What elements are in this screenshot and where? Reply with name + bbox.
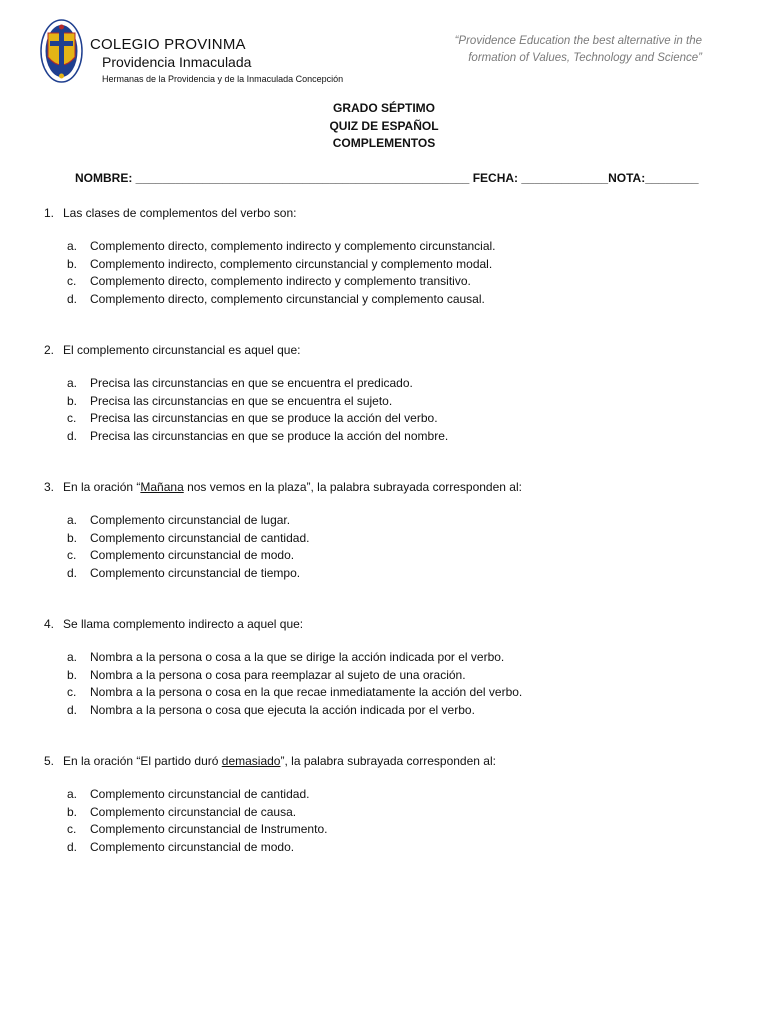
answer-option (67, 410, 448, 428)
option-text: Complemento circunstancial de Instrumento. (90, 822, 328, 836)
option-text: Precisa las circunstancias en que se produce la acción del nombre. (90, 428, 449, 443)
option-text: Precisa las circunstancias en que se encuentra el predicado. (90, 376, 413, 390)
quiz-title: QUIZ DE ESPAÑOL (329, 118, 439, 133)
option-text: Nombra a la persona o cosa en la que recae inmediatamente la acción del verbo. (90, 685, 523, 699)
option-letter: b. (67, 804, 78, 819)
quiz-titles (0, 100, 768, 153)
option-text: Complemento circunstancial de cantidad. (90, 787, 310, 801)
question-3 (44, 479, 522, 582)
option-text: Complemento circunstancial de modo. (90, 548, 295, 562)
answer-options (44, 238, 496, 308)
option-text: Precisa las circunstancias en que se produce la acción del verbo. (90, 411, 438, 425)
answer-options (44, 375, 448, 445)
option-text: Complemento directo, complemento indirecto y complemento transitivo. (90, 274, 471, 288)
option-letter: c. (67, 685, 77, 699)
question-stem (44, 479, 522, 496)
question-stem (44, 753, 496, 770)
option-letter: b. (67, 530, 78, 545)
option-text: Complemento circunstancial de tiempo. (90, 565, 301, 580)
motto-line-1: “Providence Education the best alternative in the (454, 35, 702, 47)
answer-option (67, 238, 496, 256)
answer-option (67, 839, 496, 857)
answer-options (44, 649, 522, 719)
option-letter: c. (67, 822, 77, 836)
option-letter: b. (67, 256, 78, 271)
answer-option (67, 702, 522, 720)
question-text-after: nos vemos en la plaza”, la palabra subrayada corresponden al: (183, 480, 522, 494)
option-text: Complemento circunstancial de cantidad. (90, 530, 310, 545)
question-1 (44, 205, 496, 308)
question-text: Se llama complemento indirecto a aquel que: (63, 617, 304, 631)
answer-option (67, 565, 522, 583)
answer-option (67, 786, 496, 804)
option-letter: a. (67, 787, 78, 801)
question-stem (44, 205, 496, 222)
answer-option (67, 393, 448, 411)
option-text: Complemento circunstancial de lugar. (90, 513, 291, 527)
option-letter: b. (67, 393, 78, 408)
option-letter: d. (67, 839, 78, 854)
question-number: 4. (44, 617, 55, 631)
underlined-word: demasiado (221, 754, 281, 768)
motto-line-2: formation of Values, Technology and Science” (468, 52, 702, 64)
option-letter: c. (67, 411, 77, 425)
grade-title: GRADO SÉPTIMO (332, 101, 435, 115)
answer-option (67, 256, 496, 274)
school-header (90, 36, 343, 85)
option-text: Complemento circunstancial de modo. (90, 839, 295, 854)
question-2 (44, 342, 448, 445)
option-letter: c. (67, 274, 77, 288)
congregation-name: Hermanas de la Providencia y de la Inmaculada Concepción (102, 74, 344, 84)
question-number: 3. (44, 480, 55, 494)
answer-option (67, 375, 448, 393)
answer-option (67, 428, 448, 446)
question-text: El complemento circunstancial es aquel que: (63, 343, 301, 357)
question-text: En la oración “El partido duró (63, 754, 222, 768)
question-5 (44, 753, 496, 856)
option-letter: a. (67, 650, 78, 664)
school-motto (412, 33, 702, 67)
answer-option (67, 512, 522, 530)
question-text-after: ”, la palabra subrayada corresponden al: (280, 754, 496, 768)
answer-option (67, 530, 522, 548)
school-crest-icon (40, 19, 83, 83)
answer-option (67, 804, 496, 822)
question-number: 2. (44, 343, 55, 357)
answer-options (44, 512, 522, 582)
answer-option (67, 821, 496, 839)
option-text: Complemento directo, complemento circunstancial y complemento causal. (90, 291, 485, 306)
option-letter: a. (67, 239, 78, 253)
question-stem (44, 342, 448, 359)
option-text: Precisa las circunstancias en que se encuentra el sujeto. (90, 393, 393, 408)
school-name: COLEGIO PROVINMA (90, 36, 246, 53)
question-stem (44, 616, 522, 633)
option-text: Nombra a la persona o cosa para reemplazar al sujeto de una oración. (90, 667, 466, 682)
question-number: 1. (44, 206, 55, 220)
option-letter: a. (67, 513, 78, 527)
answer-option (67, 649, 522, 667)
answer-option (67, 547, 522, 565)
option-text: Complemento circunstancial de causa. (90, 804, 297, 819)
answer-options (44, 786, 496, 856)
option-text: Nombra a la persona o cosa que ejecuta la acción indicada por el verbo. (90, 702, 475, 717)
question-text: En la oración “ (63, 480, 141, 494)
option-letter: b. (67, 667, 78, 682)
question-number: 5. (44, 754, 55, 768)
option-letter: d. (67, 428, 78, 443)
option-letter: d. (67, 702, 78, 717)
option-text: Nombra a la persona o cosa a la que se dirige la acción indicada por el verbo. (90, 650, 505, 664)
answer-option (67, 273, 496, 291)
topic-title: COMPLEMENTOS (332, 136, 436, 150)
school-subtitle: Providencia Inmaculada (102, 54, 252, 70)
option-letter: d. (67, 565, 78, 580)
option-letter: a. (67, 376, 78, 390)
question-text: Las clases de complementos del verbo son: (63, 206, 297, 220)
answer-option (67, 684, 522, 702)
option-text: Complemento indirecto, complemento circunstancial y complemento modal. (90, 256, 493, 271)
question-4 (44, 616, 522, 719)
option-text: Complemento directo, complemento indirecto y complemento circunstancial. (90, 239, 496, 253)
option-letter: d. (67, 291, 78, 306)
answer-option (67, 291, 496, 309)
option-letter: c. (67, 548, 77, 562)
student-info-line: NOMBRE: __________________________________________________ FECHA: _____________NOTA:________ (75, 171, 699, 185)
answer-option (67, 667, 522, 685)
underlined-word: Mañana (140, 480, 184, 494)
